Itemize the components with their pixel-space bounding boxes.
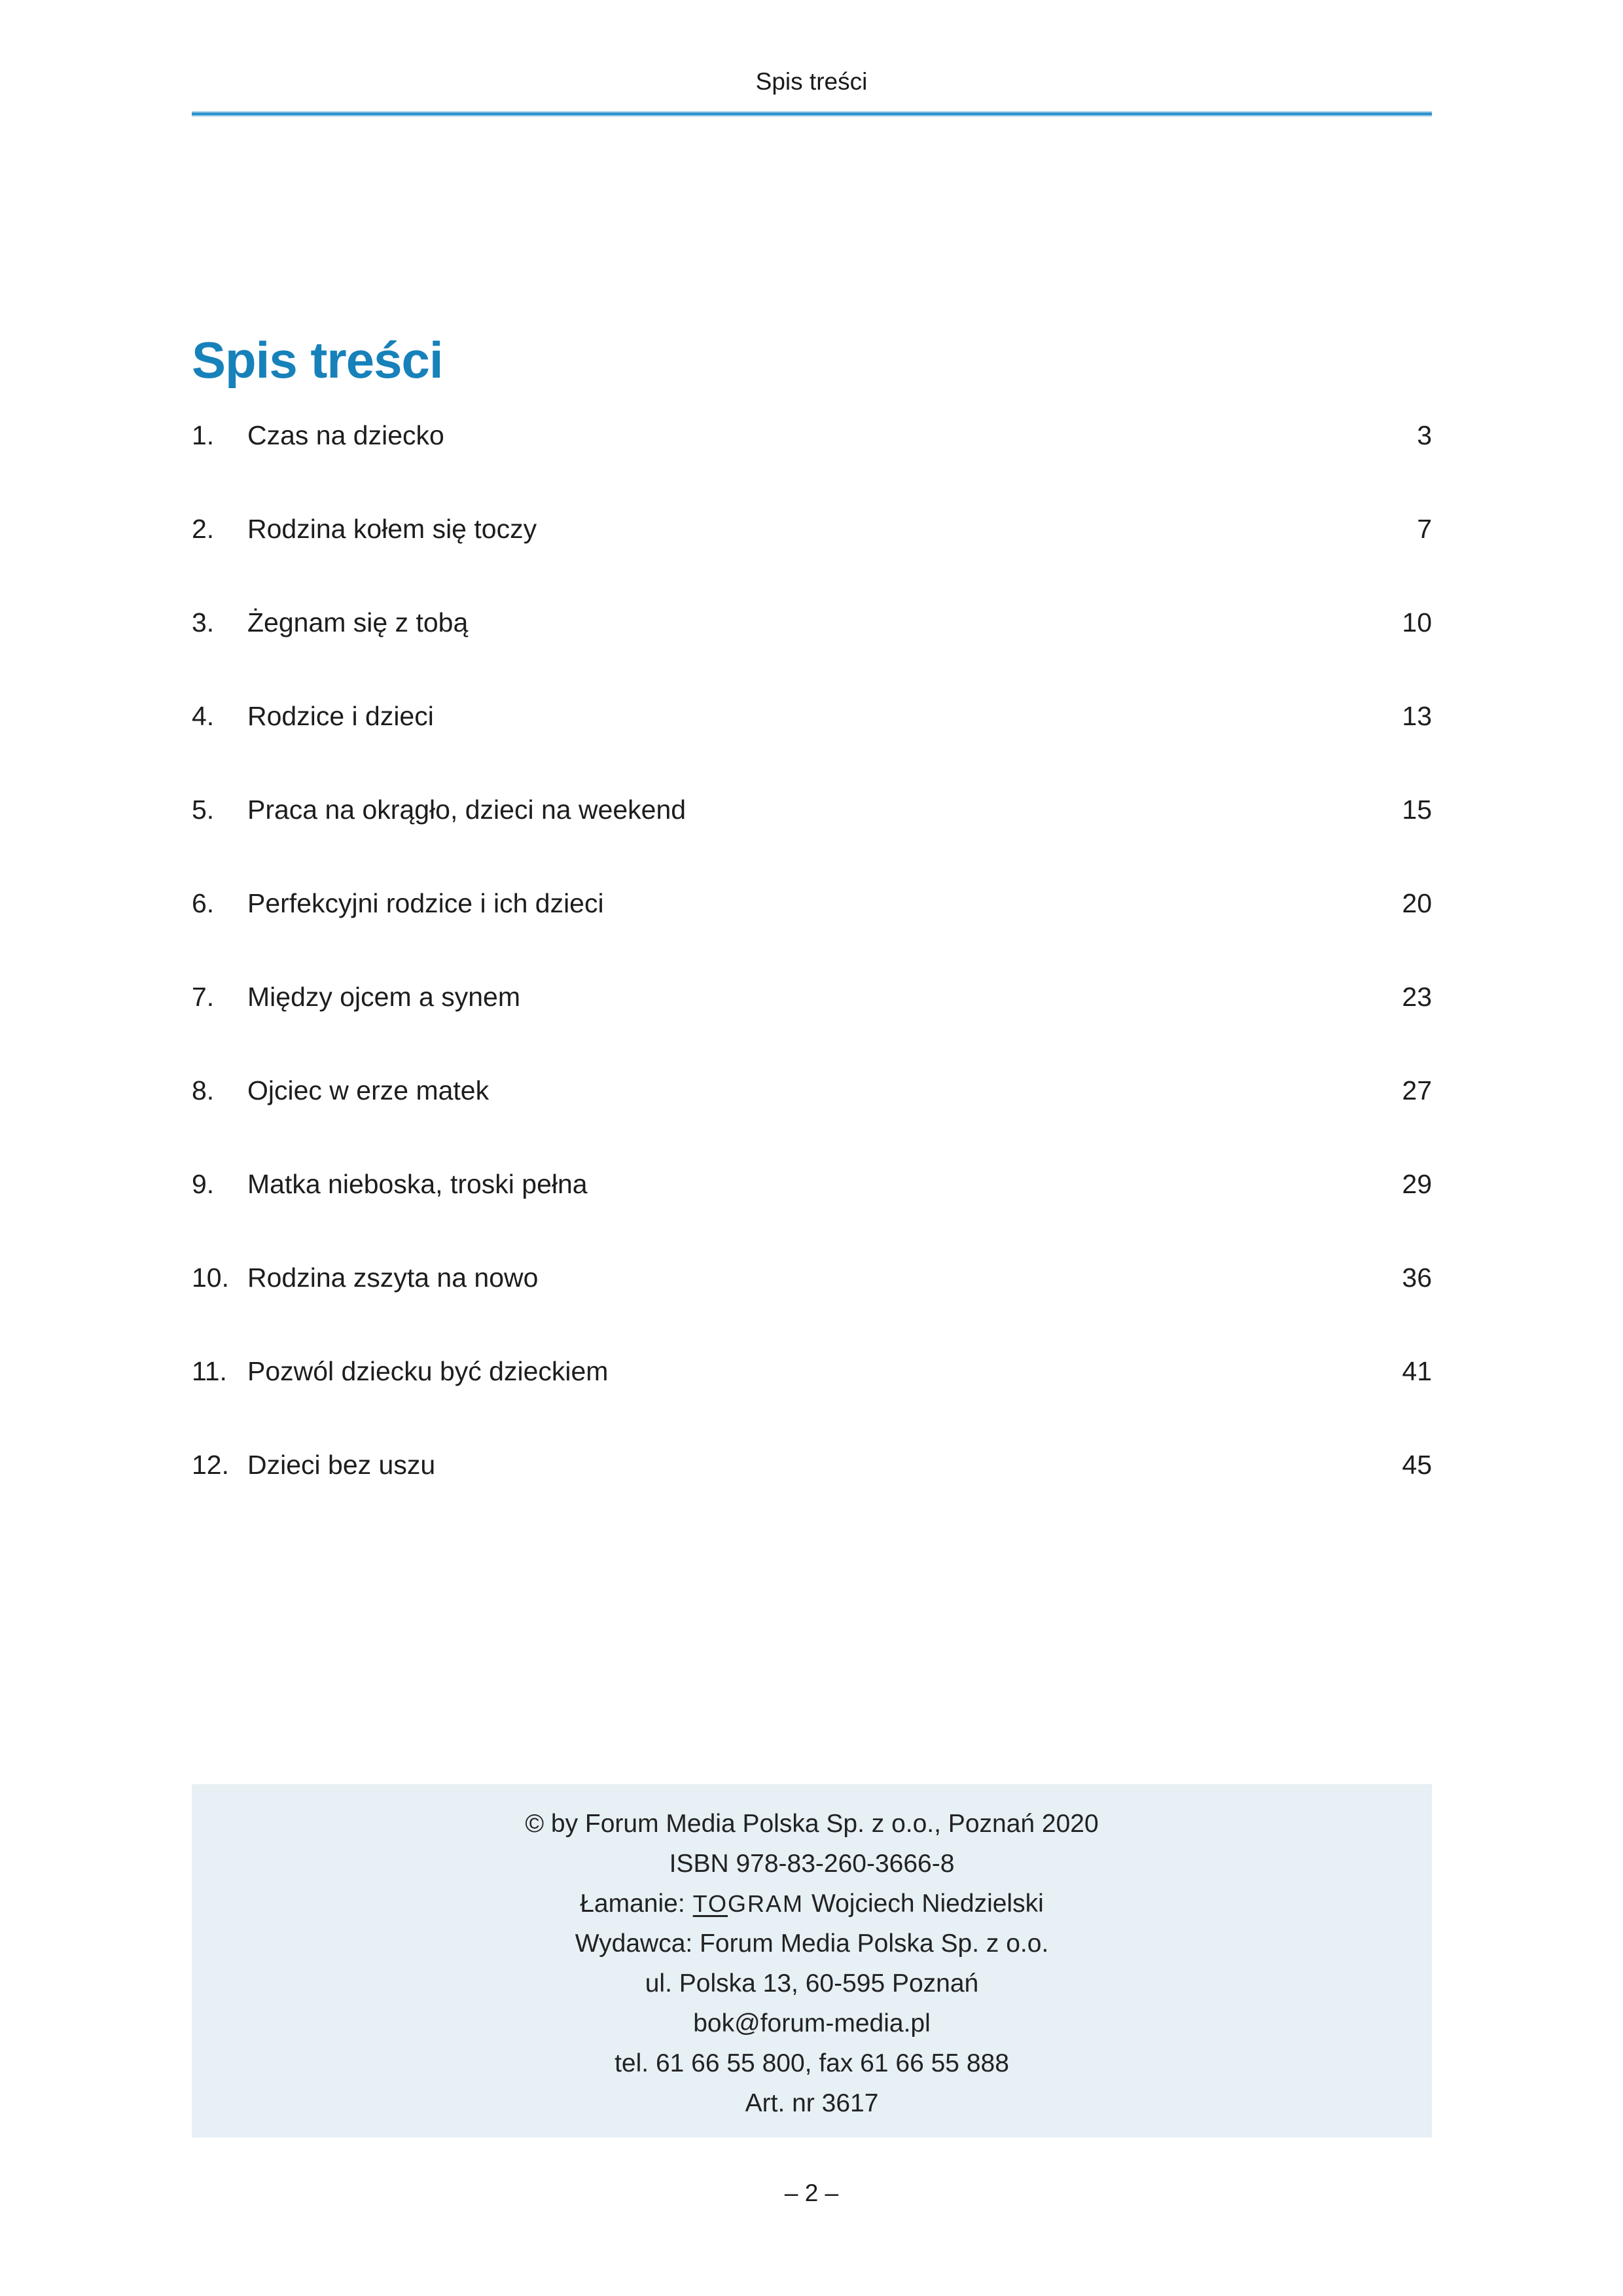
toc-entry-number: 2. <box>192 514 215 544</box>
toc-entry <box>192 1325 1432 1418</box>
toc-entry-page: 41 <box>1402 1356 1432 1386</box>
togram-logo <box>693 1890 804 1917</box>
colophon-typesetter-name: Wojciech Niedzielski <box>812 1890 1044 1918</box>
toc-list <box>192 389 1432 1512</box>
toc-entry-title: Ojciec w erze matek <box>247 1075 490 1105</box>
togram-logo-gram: GRAM <box>728 1890 804 1917</box>
toc-entry <box>192 950 1432 1044</box>
toc-entry-title: Matka nieboska, troski pełna <box>247 1169 588 1199</box>
toc-entry-number: 8. <box>192 1075 215 1105</box>
toc-entry-number: 9. <box>192 1169 215 1199</box>
toc-entry <box>192 1044 1432 1138</box>
header-rule-divider <box>192 113 1432 115</box>
colophon-publisher: Wydawca: Forum Media Polska Sp. z o.o. <box>575 1929 1049 1958</box>
toc-entry-title: Rodzina zszyta na nowo <box>247 1263 539 1293</box>
toc-entry <box>192 482 1432 576</box>
colophon-copyright: © by Forum Media Polska Sp. z o.o., Poznań 2020 <box>525 1810 1099 1838</box>
toc-entry-title: Praca na okrągło, dzieci na weekend <box>247 795 687 825</box>
colophon-email: bok@forum-media.pl <box>693 2009 931 2037</box>
toc-entry-number: 5. <box>192 795 215 825</box>
toc-entry-title: Czas na dziecko <box>247 420 444 450</box>
toc-entry-page: 7 <box>1417 514 1432 544</box>
toc-entry-page: 3 <box>1417 420 1432 450</box>
colophon-typesetting-label: Łamanie: <box>580 1890 685 1918</box>
toc-entry <box>192 576 1432 670</box>
toc-entry <box>192 1138 1432 1231</box>
toc-entry-title: Żegnam się z tobą <box>247 607 469 637</box>
toc-entry <box>192 857 1432 950</box>
page-title: Spis treści <box>192 331 443 389</box>
toc-entry-page: 10 <box>1402 607 1432 637</box>
toc-entry-title: Rodzina kołem się toczy <box>247 514 537 544</box>
toc-entry-number: 1. <box>192 420 215 450</box>
toc-entry <box>192 389 1432 482</box>
toc-entry-number: 3. <box>192 607 215 637</box>
toc-entry <box>192 1231 1432 1325</box>
colophon-phone: tel. 61 66 55 800, fax 61 66 55 888 <box>615 2049 1009 2077</box>
page-number: – 2 – <box>784 2179 839 2206</box>
toc-entry-title: Między ojcem a synem <box>247 982 520 1012</box>
toc-entry-page: 45 <box>1402 1450 1432 1480</box>
toc-entry-title: Dzieci bez uszu <box>247 1450 436 1480</box>
colophon-article-number: Art. nr 3617 <box>745 2089 879 2117</box>
colophon-box <box>192 1784 1432 2138</box>
toc-entry-title: Rodzice i dzieci <box>247 701 434 731</box>
toc-entry-number: 11. <box>192 1356 227 1386</box>
toc-entry <box>192 763 1432 857</box>
toc-entry-title: Pozwól dziecku być dzieckiem <box>247 1356 609 1386</box>
colophon-isbn: ISBN 978-83-260-3666-8 <box>669 1850 955 1878</box>
toc-entry <box>192 1418 1432 1512</box>
togram-logo-to: TO <box>692 1890 728 1917</box>
toc-entry <box>192 670 1432 763</box>
colophon-address: ul. Polska 13, 60-595 Poznań <box>645 1969 979 1998</box>
toc-entry-page: 29 <box>1402 1169 1432 1199</box>
toc-entry-number: 10. <box>192 1263 229 1293</box>
toc-entry-number: 6. <box>192 888 215 918</box>
toc-entry-number: 4. <box>192 701 215 731</box>
toc-entry-number: 12. <box>192 1450 229 1480</box>
toc-entry-number: 7. <box>192 982 215 1012</box>
toc-entry-page: 13 <box>1402 701 1432 731</box>
toc-entry-title: Perfekcyjni rodzice i ich dzieci <box>247 888 604 918</box>
toc-entry-page: 20 <box>1402 888 1432 918</box>
running-header-title: Spis treści <box>755 68 868 95</box>
toc-entry-page: 27 <box>1402 1075 1432 1105</box>
toc-entry-page: 36 <box>1402 1263 1432 1293</box>
toc-entry-page: 23 <box>1402 982 1432 1012</box>
colophon-typesetting <box>192 1884 1432 1924</box>
toc-entry-page: 15 <box>1402 795 1432 825</box>
